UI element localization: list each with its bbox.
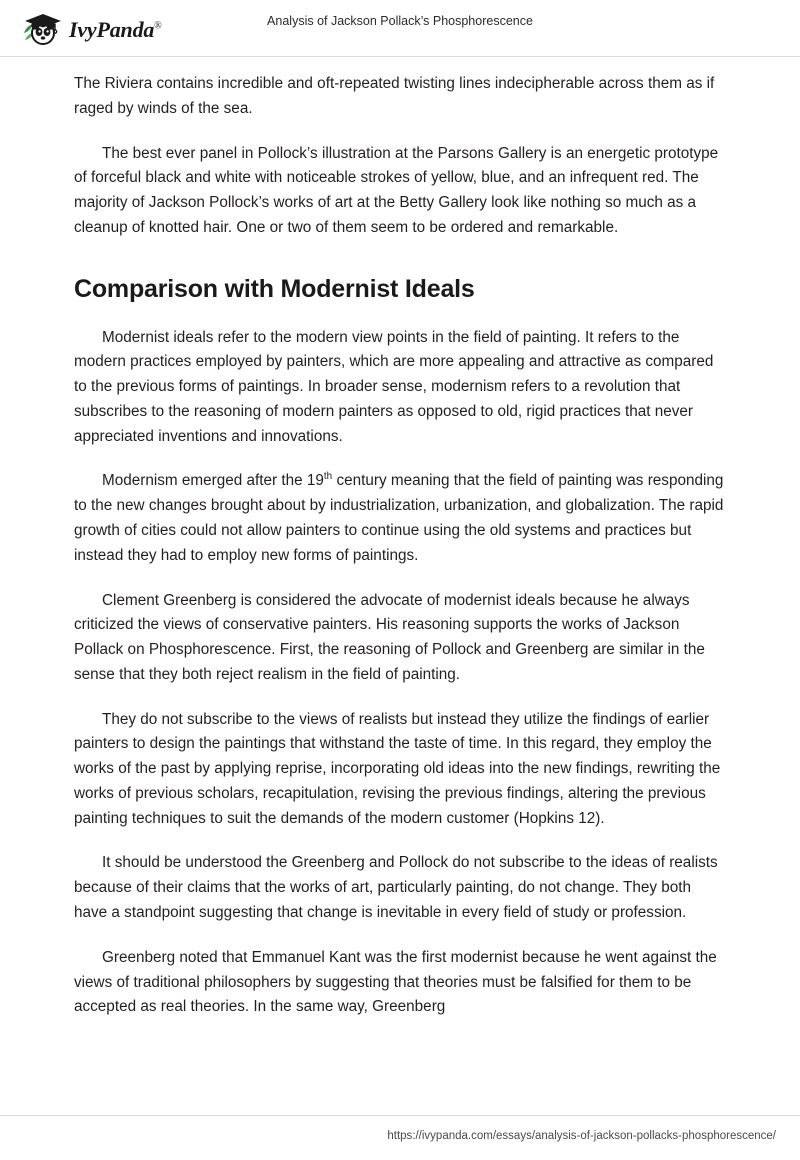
superscript-ordinal: th — [323, 471, 333, 483]
paragraph: They do not subscribe to the views of realists but instead they utilize the findings of earlier painters to design the paintings that withstand the taste of time. In this regard, they employ the works of the past by applying reprise, incorporating old ideas into the new findings, rewriting the works of previous scholars, recapitulation, revising the previous findings, altering the previous painting techniques to suit the demands of the modern customer (Hopkins 12). — [74, 710, 721, 827]
document-body — [74, 72, 726, 1040]
paragraph: Greenberg noted that Emmanuel Kant was the first modernist because he went against the views of traditional philosophers by suggesting that theories must be falsified for them to be accepted as real theories. In the same way, Greenberg — [74, 948, 717, 1016]
paragraph: The Riviera contains incredible and oft-repeated twisting lines indecipherable across them as if raged by winds of the sea. — [74, 75, 715, 117]
page-header — [0, 0, 800, 56]
paragraph: Modernist ideals refer to the modern view points in the field of painting. It refers to the modern practices employed by painters, which are more appealing and attractive as compared to the previous forms of paintings. In broader sense, modernism refers to a revolution that subscribes to the reasoning of modern painters as opposed to old, rigid practices that never appreciated inventions and innovations. — [74, 328, 714, 445]
document-title: Analysis of Jackson Pollack’s Phosphorescence — [267, 14, 533, 28]
source-url-link[interactable]: https://ivypanda.com/essays/analysis-of-jackson-pollacks-phosphorescence/ — [387, 1130, 776, 1142]
page-footer — [0, 1104, 800, 1160]
paragraph-with-superscript — [74, 469, 726, 568]
paragraph: Clement Greenberg is considered the advocate of modernist ideals because he always criticized the views of conservative painters. His reasoning supports the works of Jackson Pollack on Phosphorescence. First, the reasoning of Pollock and Greenberg are similar in the sense that they both reject realism in the field of painting. — [74, 591, 705, 683]
paragraph: The best ever panel in Pollock’s illustration at the Parsons Gallery is an energetic prototype of forceful black and white with noticeable strokes of yellow, blue, and an infrequent red. The majority of Jackson Pollock’s works of art at the Betty Gallery look like nothing so much as a cleanup of knotted hair. One or two of them seem to be ordered and remarkable. — [74, 144, 719, 236]
header-divider — [0, 56, 800, 57]
paragraph-text-before: Modernism emerged after the 19 — [102, 472, 324, 490]
registered-mark: ® — [154, 20, 162, 32]
paragraph-text-after: century meaning that the field of painting was responding to the new changes brought about by industrialization, urbanization, and globalization. The rapid growth of cities could not allow painters to continue using the old systems and practices but instead they had to employ new forms of paintings. — [74, 472, 724, 564]
section-heading: Comparison with Modernist Ideals — [74, 274, 475, 303]
paragraph: It should be understood the Greenberg and Pollock do not subscribe to the ideas of realists because of their claims that the works of art, particularly painting, do not change. They both have a standpoint suggesting that change is inevitable in every field of study or profession. — [74, 854, 718, 921]
brand-name: IvyPanda® — [69, 17, 162, 42]
